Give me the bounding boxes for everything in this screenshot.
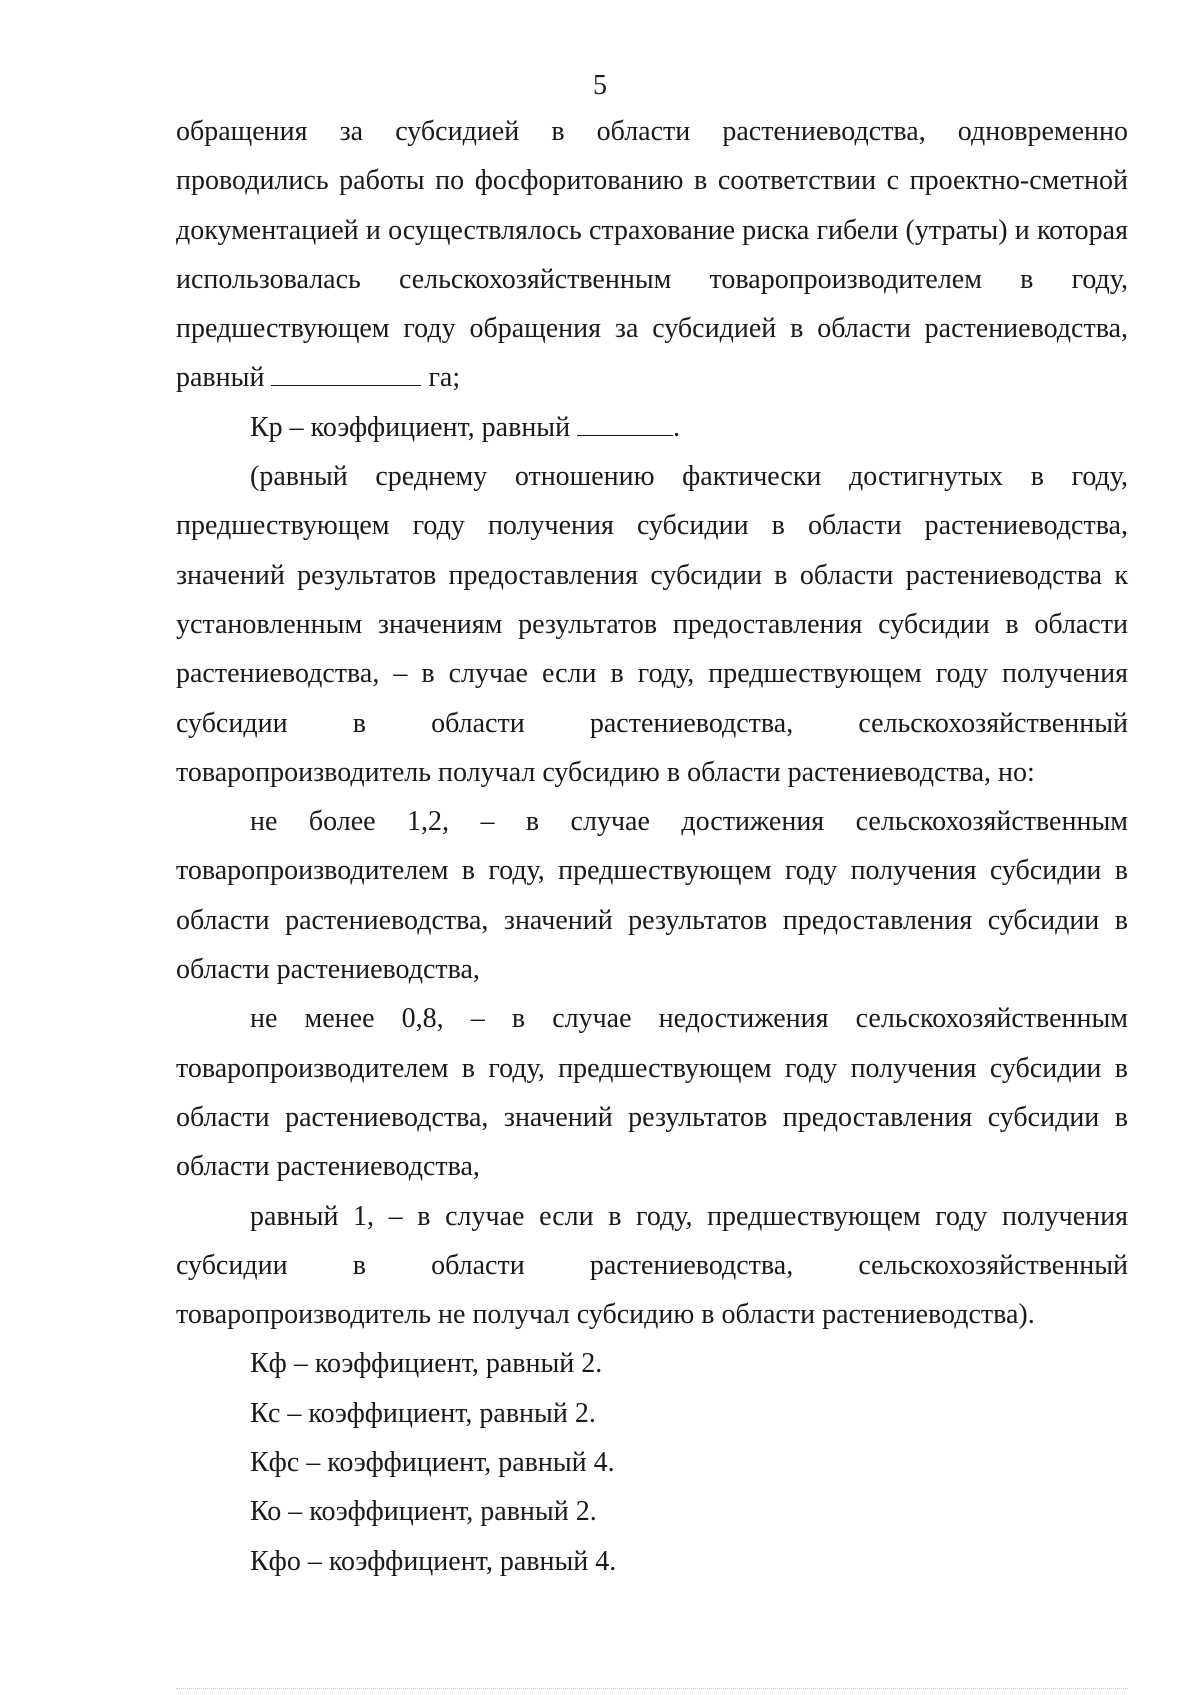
coefficient-kc: Кс – коэффициент, равный 2.	[250, 1397, 596, 1429]
paragraph-one-case: равный 1, – в случае если в году, предшествующем году получения субсидии в области растениеводства, сельскохозяйственный товаропроизводитель не получал субсидию в области растениеводства).	[176, 1200, 1128, 1331]
paragraph-max-case: не более 1,2, – в случае достижения сельскохозяйственным товаропроизводителем в году, предшествующем году получения субсидии в области растениеводства, значений результатов предоставления субсидии в области растениеводства,	[176, 806, 1128, 986]
area-definition-text: обращения за субсидией в области растениеводства, одновременно проводились работы по фосфоритованию в соответствии с проектно-сметной документацией и осуществлялось страхование риска гибели (утраты) и которая использовалась сельскохозяйственным товаропроизводителем в году, предшествующем году обращения за субсидией в области растениеводства, равный	[176, 116, 1128, 394]
kr-blank-field	[577, 408, 673, 436]
page-number: 5	[593, 70, 607, 101]
paragraph-area-definition	[176, 107, 1128, 403]
area-blank-field	[271, 359, 421, 387]
kr-text: Кр – коэффициент, равный	[250, 411, 571, 443]
coefficient-kfo: Кфо – коэффициент, равный 4.	[250, 1545, 617, 1577]
coefficient-kfc: Кфс – коэффициент, равный 4.	[250, 1447, 615, 1479]
footer-scan-line	[176, 1688, 1128, 1689]
kr-end: .	[673, 411, 681, 443]
paragraph-kr-explanation: (равный среднему отношению фактически достигнутых в году, предшествующем году получения субсидии в области растениеводства, значений результатов предоставления субсидии в области растениеводства к установленным значениям результатов предоставления субсидии в области растениеводства, – в случае если в году, предшествующем году получения субсидии в области растениеводства, сельскохозяйственный товаропроизводитель получал субсидию в области растениеводства, но:	[176, 461, 1128, 788]
coefficient-ko: Ко – коэффициент, равный 2.	[250, 1496, 597, 1528]
document-body	[176, 107, 1128, 1586]
area-unit: га;	[428, 362, 461, 394]
paragraph-kr	[176, 403, 1128, 452]
paragraph-min-case: не менее 0,8, – в случае недостижения сельскохозяйственным товаропроизводителем в году, предшествующем году получения субсидии в области растениеводства, значений результатов предоставления субсидии в области растениеводства,	[176, 1003, 1128, 1183]
coefficient-kf: Кф – коэффициент, равный 2.	[250, 1348, 603, 1380]
